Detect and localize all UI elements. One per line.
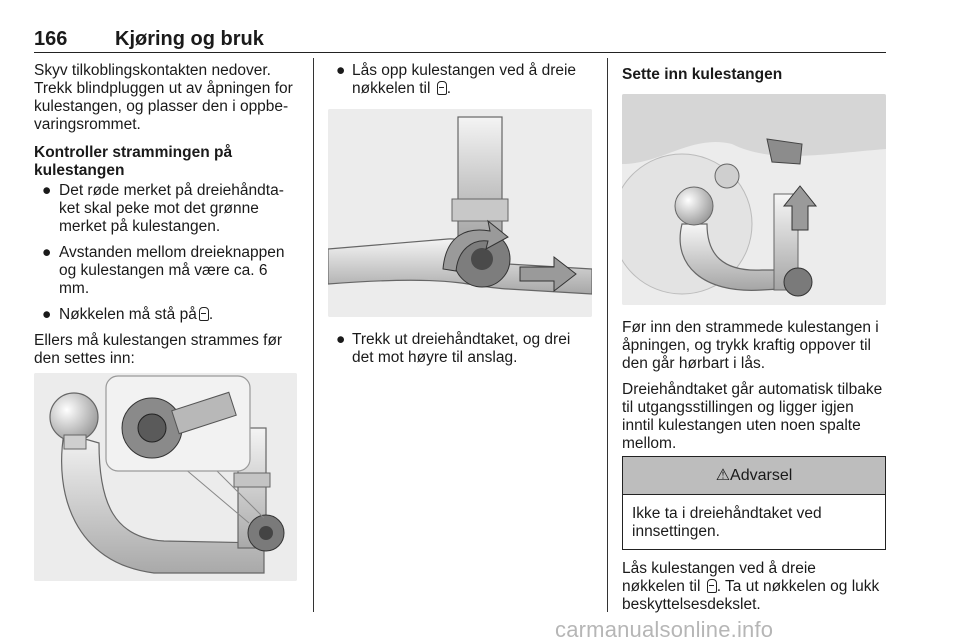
column-middle <box>328 62 596 106</box>
column-divider <box>313 58 314 612</box>
warning-icon: ⚠ <box>715 467 731 484</box>
unlock-knob-illustration <box>328 109 592 317</box>
insert-paragraph: Før inn den strammede kulestangen i åpningen, og trykk kraftig oppover til den går hørbart i lås. <box>622 319 879 372</box>
final-line: beskyttelsesdekslet. <box>622 596 761 613</box>
towbar-tension-illustration <box>34 373 297 581</box>
column-left <box>34 62 300 376</box>
check-heading: Kontroller strammingen på kulestangen <box>34 144 233 179</box>
final-line: nøkkelen til . Ta ut nøkkelen og lukk <box>622 578 880 595</box>
otherwise-paragraph: Ellers må kulestangen strammes før den settes inn: <box>34 332 283 367</box>
warning-header <box>623 457 885 495</box>
column-middle-lower <box>328 331 596 375</box>
section-heading: Sette inn kulestangen <box>622 66 783 83</box>
list-item: ● Avstanden mellom dreieknappen og kulestangen må være ca. 6 mm. <box>42 244 285 297</box>
final-line: Lås kulestangen ved å dreie <box>622 560 816 577</box>
key-position-icon <box>707 579 717 593</box>
warning-text: Ikke ta i dreiehåndtaket ved innsettingen. <box>632 505 822 540</box>
page-header <box>34 27 886 53</box>
warning-box <box>622 456 886 550</box>
warning-title: Advarsel <box>730 467 793 484</box>
list-item: ● Trekk ut dreiehåndtaket, og drei det mot høyre til anslag. <box>336 331 571 366</box>
list-item: ● Lås opp kulestangen ved å dreie nøkkelen til . <box>336 62 577 97</box>
intro-paragraph: Skyv tilkoblingskontakten nedover. Trekk blindpluggen ut av åpningen for kulestangen, og plasser den i oppbe-varingsrommet. <box>34 62 293 133</box>
column-divider <box>607 58 608 612</box>
page-number: 166 <box>34 28 68 50</box>
insert-towbar-illustration <box>622 94 886 305</box>
key-position-icon <box>437 81 447 95</box>
column-right-text <box>622 319 888 461</box>
key-position-icon <box>199 307 209 321</box>
column-right <box>622 62 888 92</box>
watermark: carmanualsonline.info <box>555 617 774 642</box>
chapter-title: Kjøring og bruk <box>115 28 264 50</box>
column-right-final <box>622 560 888 614</box>
list-item: ● Det røde merket på dreiehåndta-ket skal peke mot det grønne merket på kulestangen. <box>42 182 284 235</box>
auto-return-paragraph: Dreiehåndtaket går automatisk tilbake til utgangsstillingen og ligger igjen inntil kulestangen uten noen spalte mellom. <box>622 381 883 452</box>
list-item: ● Nøkkelen må stå på . <box>42 306 214 323</box>
